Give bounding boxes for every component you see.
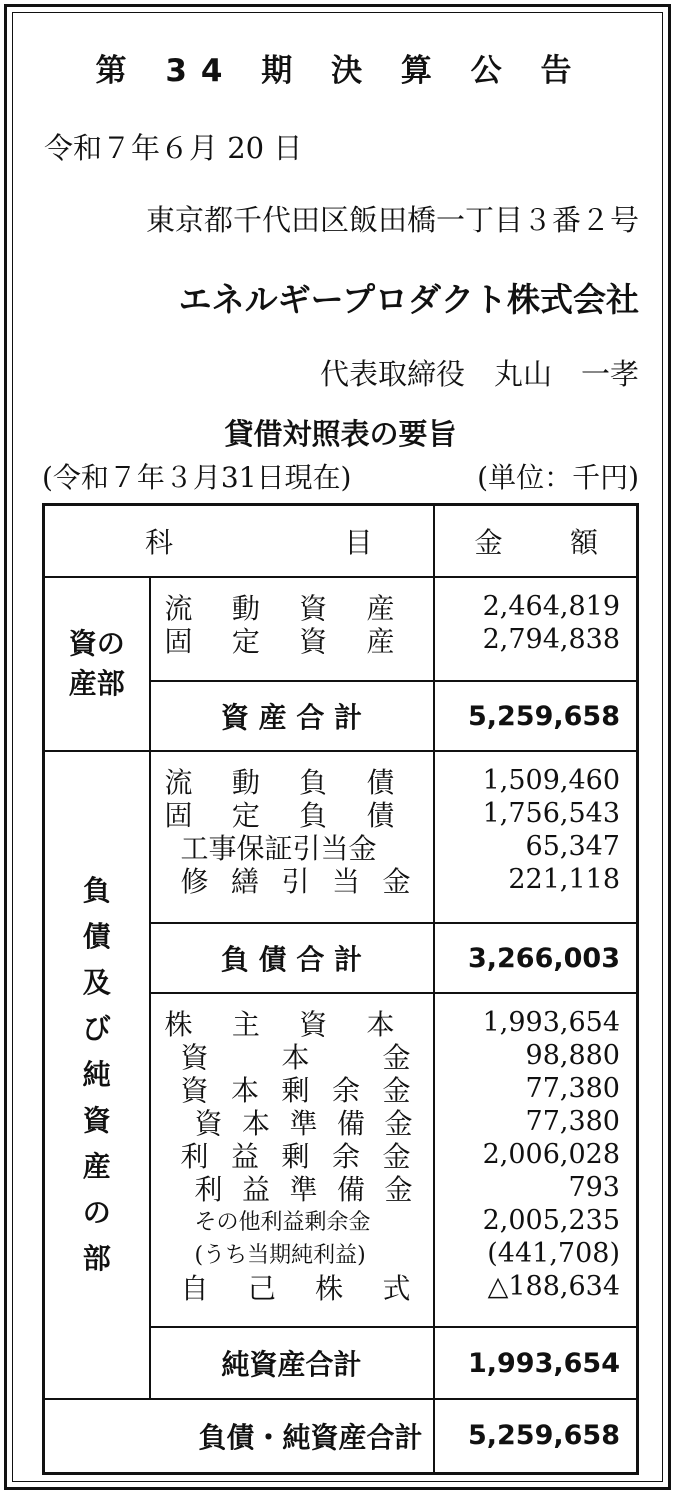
balance-sheet-table xyxy=(42,503,639,1475)
equity-total-value: 1,993,654 xyxy=(434,1327,638,1399)
assets-total-label: 資 産 合 計 xyxy=(150,681,434,751)
equity-items xyxy=(150,993,434,1327)
company-name: エネルギープロダクト株式会社 xyxy=(178,280,639,319)
item-label: その他利益剰余金 xyxy=(194,1210,371,1235)
item-value: 65,347 xyxy=(525,831,620,862)
assets-values xyxy=(434,577,638,681)
company-address: 東京都千代田区飯田橋一丁目３番２号 xyxy=(145,203,639,237)
item-value: 221,118 xyxy=(508,864,620,895)
list-item xyxy=(151,623,433,656)
item-label: 流 動 負 債 xyxy=(164,765,395,799)
list-item xyxy=(151,1237,433,1270)
list-item xyxy=(151,830,433,863)
item-label: (うち当期純利益) xyxy=(194,1243,366,1268)
list-item xyxy=(151,1006,433,1039)
assets-total-value: 5,259,658 xyxy=(434,681,638,751)
item-label: 工事保証引当金 xyxy=(180,831,377,865)
equity-total-label: 純資産合計 xyxy=(150,1327,434,1399)
header-item: 科 目 xyxy=(44,505,434,578)
list-item xyxy=(151,1138,433,1171)
liabilities-total-label: 負 債 合 計 xyxy=(150,923,434,993)
item-value: 793 xyxy=(568,1172,620,1203)
grand-total-label: 負債・純資産合計 xyxy=(44,1399,434,1473)
unit-label: (単位：千円) xyxy=(477,461,639,494)
item-label: 流 動 資 産 xyxy=(164,591,395,625)
list-item xyxy=(151,590,433,623)
list-item xyxy=(151,1204,433,1237)
assets-items xyxy=(150,577,434,681)
balance-sheet-title: 貸借対照表の要旨 xyxy=(224,417,457,451)
list-item xyxy=(151,863,433,896)
header-amount: 金 額 xyxy=(434,505,638,578)
notice-date: 令和７年６月 20 日 xyxy=(44,131,303,165)
as-of-date: (令和７年３月31日現在) xyxy=(42,461,352,494)
item-value: 2,006,028 xyxy=(482,1139,620,1170)
liabilities-equity-section-label: 負債及び純資産の部 xyxy=(44,751,150,1399)
notice-title: 第 34 期 決 算 公 告 xyxy=(95,53,586,89)
item-label: 固 定 負 債 xyxy=(164,798,395,832)
item-value: 2,005,235 xyxy=(482,1205,620,1236)
item-value: (441,708) xyxy=(487,1238,620,1269)
table-header xyxy=(44,505,638,578)
liabilities-items xyxy=(150,751,434,923)
item-value: 77,380 xyxy=(525,1073,620,1104)
item-label: 修 繕 引 当 金 xyxy=(180,864,411,898)
representative: 代表取締役 丸山 一孝 xyxy=(319,357,639,391)
liabilities-values xyxy=(434,751,638,923)
item-label: 株 主 資 本 xyxy=(164,1007,395,1041)
item-label: 固 定 資 産 xyxy=(164,624,395,658)
assets-section-label: 資の産部 xyxy=(44,577,150,751)
list-item xyxy=(151,1039,433,1072)
item-label: 利 益 準 備 金 xyxy=(194,1172,413,1206)
item-value: 77,380 xyxy=(525,1106,620,1137)
list-item xyxy=(151,797,433,830)
item-value: 2,794,838 xyxy=(482,624,620,655)
list-item xyxy=(151,1270,433,1303)
item-label: 資 本 剰 余 金 xyxy=(180,1073,411,1107)
item-label: 自 己 株 式 xyxy=(180,1271,411,1305)
liabilities-total-value: 3,266,003 xyxy=(434,923,638,993)
list-item xyxy=(151,1072,433,1105)
item-label: 利 益 剰 余 金 xyxy=(180,1139,411,1173)
item-value: 1,756,543 xyxy=(482,798,620,829)
grand-total-value: 5,259,658 xyxy=(434,1399,638,1473)
list-item xyxy=(151,1171,433,1204)
item-value: △188,634 xyxy=(487,1271,620,1302)
item-label: 資 本 金 xyxy=(180,1040,411,1074)
item-value: 1,509,460 xyxy=(482,765,620,796)
list-item xyxy=(151,764,433,797)
item-label: 資 本 準 備 金 xyxy=(194,1106,413,1140)
item-value: 98,880 xyxy=(525,1040,620,1071)
equity-values xyxy=(434,993,638,1327)
list-item xyxy=(151,1105,433,1138)
item-value: 2,464,819 xyxy=(482,591,620,622)
item-value: 1,993,654 xyxy=(482,1007,620,1038)
